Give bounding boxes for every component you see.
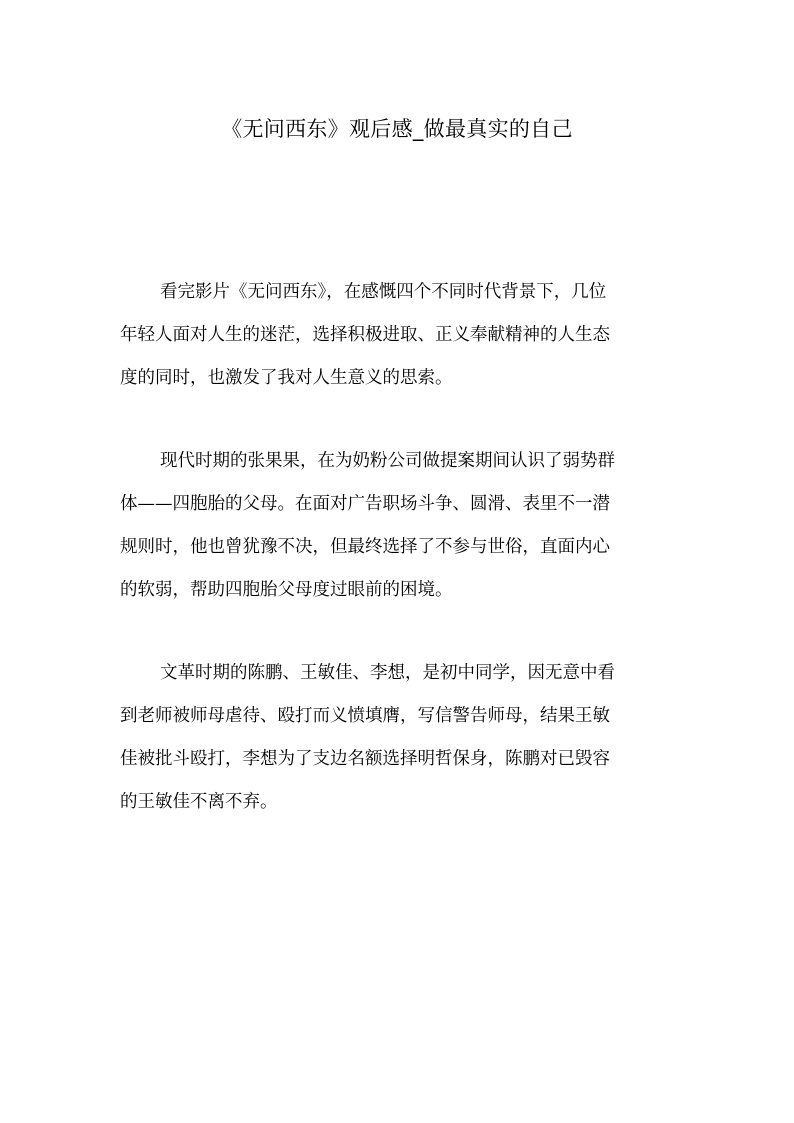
document-body [120,271,676,824]
paragraph-line: 到老师被师母虐待、殴打而义愤填膺，写信警告师母，结果王敏 [120,706,610,726]
paragraph-line: 现代时期的张果果，在为奶粉公司做提案期间认识了弱势群 [160,451,615,471]
paragraph-line: 的王敏佳不离不弃。 [120,792,278,812]
paragraph-line: 年轻人面对人生的迷茫，选择积极进取、正义奉献精神的人生态 [120,325,610,345]
paragraph-spacer [120,400,676,440]
paragraph-line: 度的同时，也激发了我对人生意义的思索。 [120,368,453,388]
paragraph-2 [120,440,676,612]
paragraph-line: 的软弱，帮助四胞胎父母度过眼前的困境。 [120,580,453,600]
paragraph-spacer [120,612,676,652]
paragraph-line: 体——四胞胎的父母。在面对广告职场斗争、圆滑、表里不一潜 [120,494,610,514]
paragraph-line: 规则时，他也曾犹豫不决，但最终选择了不参与世俗，直面内心 [120,537,610,557]
paragraph-3 [120,652,676,824]
document-title: 《无问西东》观后感_做最真实的自己 [221,117,573,141]
paragraph-line: 文革时期的陈鹏、王敏佳、李想，是初中同学，因无意中看 [160,663,615,683]
paragraph-1 [120,271,676,400]
paragraph-line: 看完影片《无问西东》，在感慨四个不同时代背景下，几位 [160,282,607,302]
paragraph-line: 佳被批斗殴打，李想为了支边名额选择明哲保身，陈鹏对已毁容 [120,749,610,769]
